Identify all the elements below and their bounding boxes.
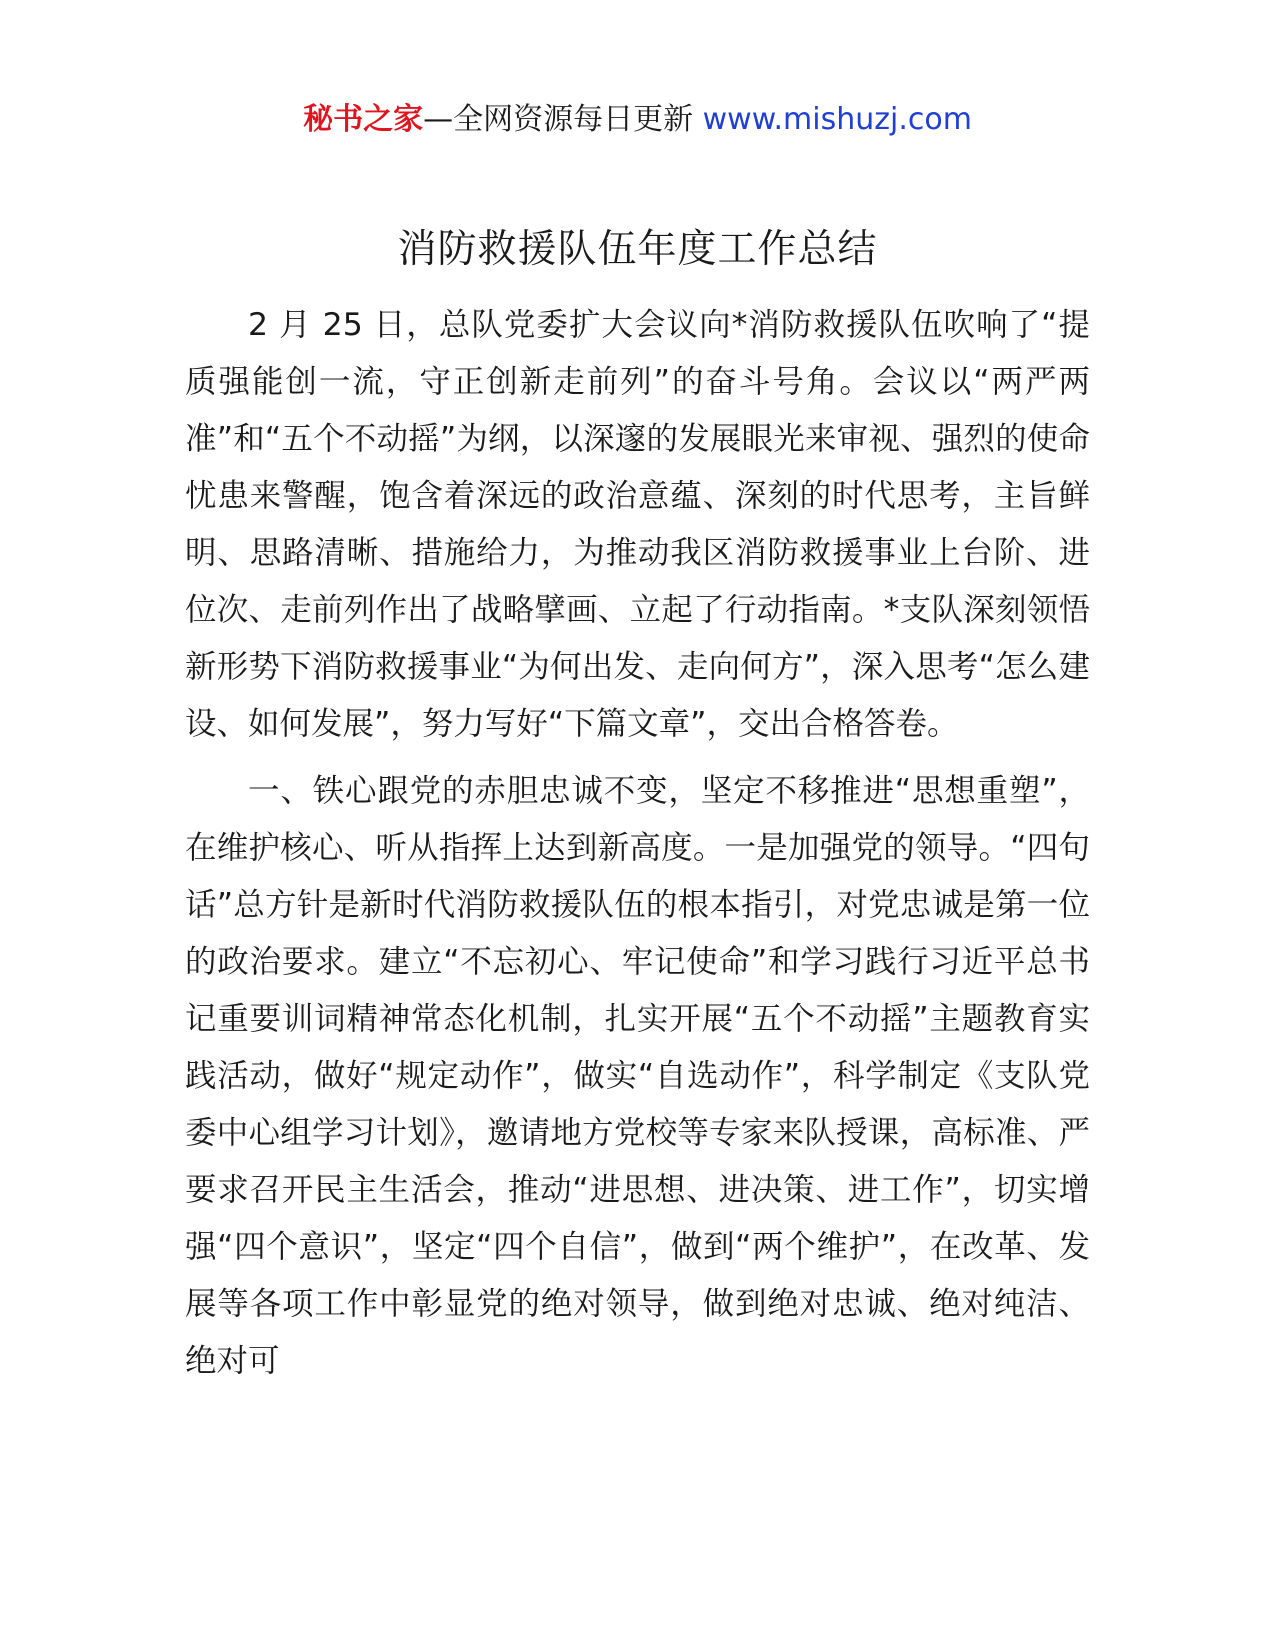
- brand-name: 秘书之家: [303, 102, 424, 137]
- site-url-link[interactable]: www.mishuzj.com: [702, 102, 972, 137]
- paragraph-intro: 2 月 25 日，总队党委扩大会议向*消防救援队伍吹响了“提质强能创一流，守正创新走前列”的奋斗号角。会议以“两严两准”和“五个不动摇”为纲，以深邃的发展眼光来审视、强烈的使命忧患来警醒，饱含着深远的政治意蕴、深刻的时代思考，主旨鲜明、思路清晰、措施给力，为推动我区消防救援事业上台阶、进位次、走前列作出了战略擘画、立起了行动指南。*支队深刻领悟新形势下消防救援事业“为何出发、走向何方”，深入思考“怎么建设、如何发展”，努力写好“下篇文章”，交出合格答卷。: [185, 307, 1090, 742]
- paragraph-section-one: 一、铁心跟党的赤胆忠诚不变，坚定不移推进“思想重塑”，在维护核心、听从指挥上达到新高度。一是加强党的领导。“四句话”总方针是新时代消防救援队伍的根本指引，对党忠诚是第一位的政治要求。建立“不忘初心、牢记使命”和学习践行习近平总书记重要训词精神常态化机制，扎实开展“五个不动摇”主题教育实践活动，做好“规定动作”，做实“自选动作”，科学制定《支队党委中心组学习计划》，邀请地方党校等专家来队授课，高标准、严要求召开民主生活会，推动“进思想、进决策、进工作”，切实增强“四个意识”，坚定“四个自信”，做到“两个维护”，在改革、发展等各项工作中彰显党的绝对领导，做到绝对忠诚、绝对纯洁、绝对可: [185, 773, 1090, 1379]
- document-body: [185, 297, 1090, 1400]
- header-tagline: —全网资源每日更新: [423, 102, 703, 137]
- document-title: 消防救援队伍年度工作总结: [397, 227, 878, 272]
- site-header: [0, 100, 1275, 140]
